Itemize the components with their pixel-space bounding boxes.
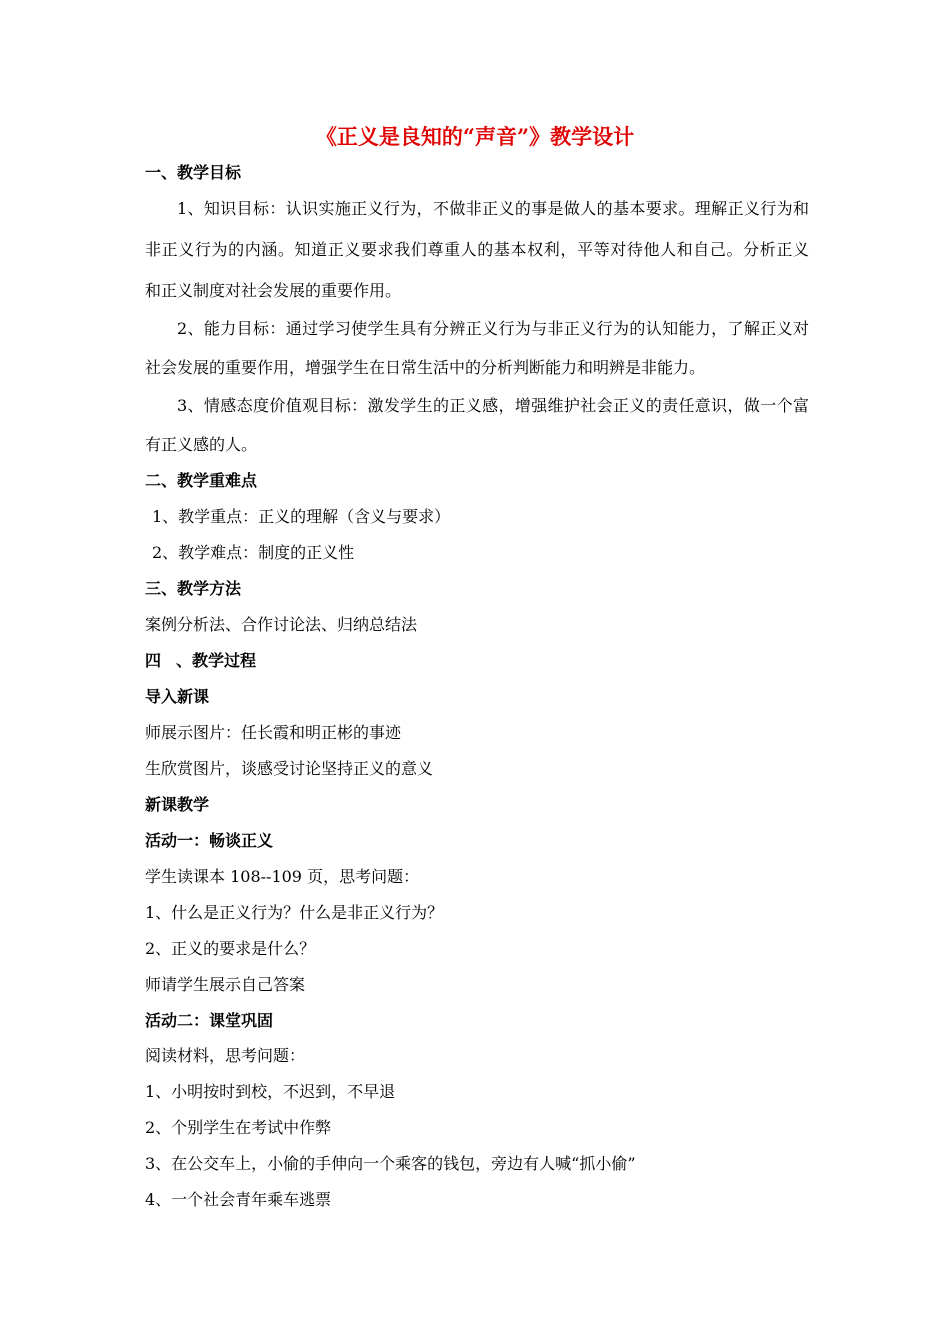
- activity-2-item-1: 1、小明按时到校，不迟到，不早退: [145, 1082, 396, 1101]
- new-lesson-heading: 新课教学: [145, 795, 210, 814]
- section-heading-process-text: 、教学过程: [176, 651, 257, 670]
- section-heading-process-number: 四: [145, 651, 162, 670]
- activity-1-heading: 活动一：畅谈正义: [145, 831, 274, 850]
- objective-3-line-1: 3、情感态度价值观目标：激发学生的正义感，增强维护社会正义的责任意识，做一个富: [177, 396, 809, 415]
- activity-2-instruction: 阅读材料，思考问题：: [145, 1046, 306, 1065]
- section-heading-keypoints: 二、教学重难点: [145, 471, 258, 490]
- activity-2-heading: 活动二：课堂巩固: [145, 1011, 274, 1030]
- activity-1-instruction: 学生读课本 108--109 页，思考问题：: [145, 867, 420, 886]
- activity-2-item-3: 3、在公交车上，小偷的手伸向一个乘客的钱包，旁边有人喊“抓小偷”: [145, 1154, 636, 1173]
- objective-1-line-1: 1、知识目标：认识实施正义行为，不做非正义的事是做人的基本要求。理解正义行为和: [177, 199, 809, 218]
- objective-3-line-2: 有正义感的人。: [145, 435, 258, 454]
- activity-1-question-1: 1、什么是正义行为？什么是非正义行为？: [145, 903, 444, 922]
- objective-1-line-2: 非正义行为的内涵。知道正义要求我们尊重人的基本权利，平等对待他人和自己。分析正义: [145, 240, 809, 259]
- intro-heading: 导入新课: [145, 687, 210, 706]
- methods-text: 案例分析法、合作讨论法、归纳总结法: [145, 615, 418, 634]
- key-point-1: 1、教学重点：正义的理解（含义与要求）: [152, 507, 451, 526]
- objective-2-line-2: 社会发展的重要作用，增强学生在日常生活中的分析判断能力和明辨是非能力。: [145, 358, 706, 377]
- section-heading-objectives: 一、教学目标: [145, 163, 242, 182]
- objective-2-line-1: 2、能力目标：通过学习使学生具有分辨正义行为与非正义行为的认知能力，了解正义对: [177, 319, 809, 338]
- section-heading-methods: 三、教学方法: [145, 579, 242, 598]
- activity-1-question-2: 2、正义的要求是什么？: [145, 939, 316, 958]
- intro-line-2: 生欣赏图片，谈感受讨论坚持正义的意义: [145, 759, 434, 778]
- document-title: 《正义是良知的“声音”》教学设计: [315, 124, 635, 149]
- objective-1-line-3: 和正义制度对社会发展的重要作用。: [145, 281, 402, 300]
- activity-2-item-2: 2、个别学生在考试中作弊: [145, 1118, 332, 1137]
- intro-line-1: 师展示图片：任长霞和明正彬的事迹: [145, 723, 402, 742]
- activity-1-show: 师请学生展示自己答案: [145, 975, 306, 994]
- key-point-2: 2、教学难点：制度的正义性: [152, 543, 355, 562]
- activity-2-item-4: 4、一个社会青年乘车逃票: [145, 1190, 332, 1209]
